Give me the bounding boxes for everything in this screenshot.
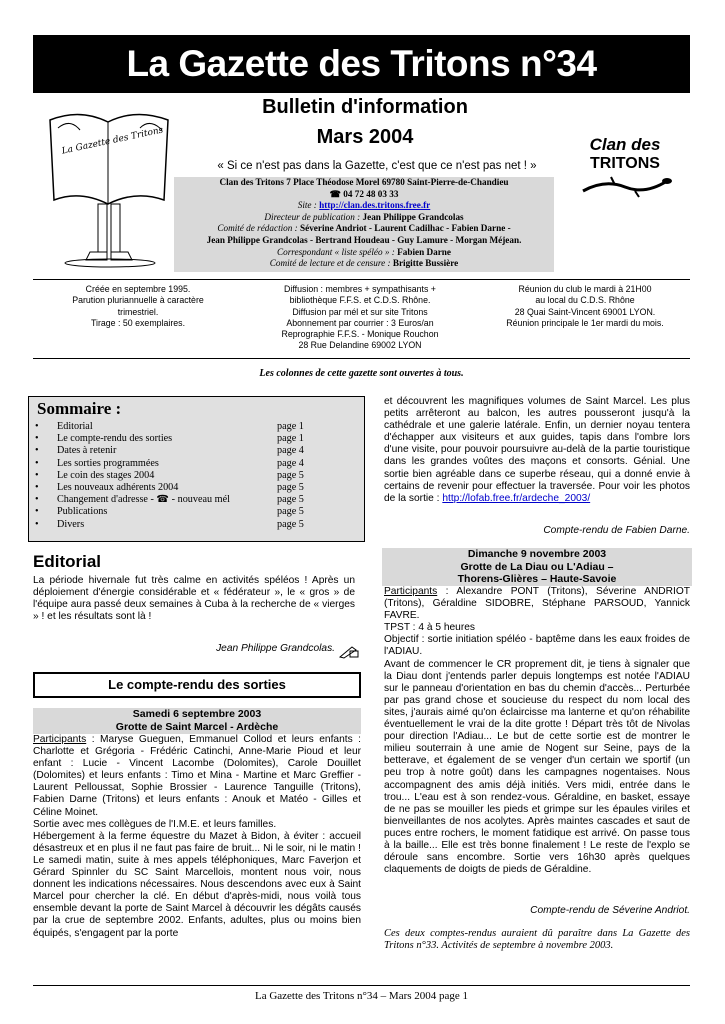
participants-label: Participants (33, 734, 87, 745)
info-col-right (480, 284, 690, 329)
sortie1-text (33, 734, 361, 940)
col-right-line: 28 Quai Saint-Vincent 69001 LYON. (514, 306, 656, 317)
sortie2-place2: Thorens-Glières – Haute-Savoie (457, 573, 617, 585)
director: Jean Philippe Grandcolas (362, 211, 464, 222)
toc-item[interactable] (29, 482, 364, 494)
editorial-text: La période hivernale fut très calme en activités spéléos ! Après un déploiement d'énergie considérable et « fédérateur », le « gros » de l'équipe aura passé deux semaines à Cuba à la recherche de « vierges » ! et les résultats sont là ! (33, 575, 355, 623)
clan-logo-line2: TRITONS (590, 155, 660, 172)
bullet-icon: • (35, 518, 39, 530)
objectif: Objectif : sortie initiation spéléo - baptême dans les eaux froides de l'ADIAU. (384, 634, 690, 658)
sortie1-signature: Compte-rendu de Fabien Darne. (543, 525, 690, 536)
divider-mid (33, 358, 690, 359)
info-col-middle (250, 284, 470, 352)
toc-label: Dates à retenir (57, 445, 117, 457)
sortie2-place1: Grotte de La Diau ou L'Adiau – (460, 560, 614, 573)
address: Clan des Tritons 7 Place Théodose Morel 69780 Saint-Pierre-de-Chandieu (219, 177, 509, 187)
photos-link[interactable]: http://lofab.free.fr/ardeche_2003/ (442, 492, 591, 504)
newspaper-reader-logo (40, 100, 180, 275)
sortie2-signature: Compte-rendu de Séverine Andriot. (530, 905, 690, 916)
toc-item[interactable] (29, 433, 364, 445)
sortie2-text (384, 586, 690, 876)
compte-rendu-title: Le compte-rendu des sorties (33, 672, 361, 698)
tpst: TPST : 4 à 5 heures (384, 622, 475, 634)
toc-item[interactable] (29, 458, 364, 470)
participants-label: Participants (384, 586, 438, 597)
bullet-icon: • (35, 469, 39, 481)
toc-page: page 4 (277, 457, 304, 469)
table-of-contents (28, 396, 365, 542)
bullet-icon: • (35, 433, 39, 445)
sortie1-continued (384, 396, 690, 505)
toc-page: page 5 (277, 481, 304, 493)
participants: : Maryse Gueguen, Emmanuel Collod et leurs enfants : Charlotte et Grégoria - Frédéric Catinchi, Anne-Marie Pioud et leur enfant : Lucie - Vincent Lacombe (Dolomites), Carole Douillet (Dolomites) et leurs enfants : Timo et Mina - Martine et Marc Greffier - Laurent Pelloussat, Sophie Brossier - Laurence Tanguille (Tritons), Fabien Darne (Tritons) et leurs enfants : Anouk et Matéo - Gilles et Céline Moinet. (33, 734, 361, 818)
bullet-icon: • (35, 421, 39, 432)
col-left-line: trimestriel. (117, 306, 159, 317)
lecture: Brigitte Bussière (392, 258, 459, 269)
page-footer: La Gazette des Tritons n°34 – Mars 2004 page 1 (254, 990, 469, 1002)
toc-item[interactable] (29, 519, 364, 531)
bullet-icon: • (35, 445, 39, 457)
writing-hand-icon (338, 645, 360, 659)
toc-page: page 5 (277, 518, 304, 530)
toc-label: Changement d'adresse - ☎ - nouveau mél (57, 494, 230, 506)
open-columns-note: Les colonnes de cette gazette sont ouvertes à tous. (259, 368, 464, 379)
toc-label: Le compte-rendu des sorties (57, 433, 173, 445)
bullet-icon: • (35, 457, 39, 469)
sortie2-body: Avant de commencer le CR proprement dit, je tiens à signaler que la Diau dont j'entends parler depuis longtemps est notée l'ADIAU sur le panneau d'orientation en bas du chemin d'accès... Perturbée par pas grand chose et soucieuse du respect du nom local des sites, j'aurais aimé qu'on éclaircisse ma lanterne et qu'on réhabilite éventuellement le vrai de la dite grotte ! Départ très tôt de Nivolas pour direction l'Adiau... Le but de cette sortie est de montrer le milieu souterrain à une amie de Nogent sur Seine, pays de la betterave, et également de se venger d'un certain we sportif (un peu trop à notre goût) dans les campagnes nogentaises. Nous accompagnent des amis déjà initiés. Vers midi, entrée dans le trou... L'eau est à son rendez-vous. Géraldine, en basket, essaye de ne pas se mouiller les pieds et grimpe sur les épaules viriles et bienveillantes de nos acolytes. Après maintes cascades et saut de puces entre rochers, le moment fatidique est arrivé. On passe tous à la baille... Elle est très bonne finalement ! Le reste de l'explo se déroule sans encombre. Sortie vers 16h30 après quelques claquements de doigts de pieds de Géraldine. (384, 658, 690, 876)
clan-logo-line1: Clan des (589, 135, 661, 154)
gazette-motto: « Si ce n'est pas dans la Gazette, c'est que ce n'est pas net ! » (217, 160, 537, 172)
col-mid-line: bibliothèque F.F.S. et C.D.S. Rhône. (289, 295, 431, 306)
comite-line2: Jean Philippe Grandcolas - Bertrand Houdeau - Guy Lamure - Morgan Méjean. (206, 234, 522, 245)
note-italic: Ces deux comptes-rendus auraient dû paraître dans La Gazette des Tritons n°33. Activités de septembre à novembre 2003. (384, 928, 690, 951)
sortie1-header (33, 708, 361, 734)
issue-date: Mars 2004 (316, 126, 414, 148)
sortie2-date: Dimanche 9 novembre 2003 (467, 548, 607, 560)
sortie1-p2: Hébergement à la ferme équestre du Mazet à Bidon, à éviter : accueil désastreux et en plus il ne faut pas faire de bruit... Ni le soir, ni le matin ! Le samedi matin, suite à mes appels téléphoniques, Marc Faverjon et Gérard Spinnler du SC Saint Marcellois, montent nous voir, nous donnent les indications nécessaires. Nous descendons avec eux à Saint Marcel pour chercher la clé. En début d'après-midi, nous voilà tous ensemble devant la porte de Saint Marcel à découvrir les dégâts causés par la crue de septembre 2002. Enfants, adultes, plus ou moins bien équipés, s'engagent par la porte (33, 830, 361, 939)
toc-label: Les sorties programmées (57, 457, 159, 469)
toc-page: page 5 (277, 469, 304, 481)
sortie1-place: Grotte de Saint Marcel - Ardèche (115, 720, 279, 733)
toc-label: Editorial (57, 421, 93, 432)
toc-item[interactable] (29, 506, 364, 518)
col-left-line: Parution pluriannuelle à caractère (72, 295, 204, 306)
site-link[interactable]: http://clan.des.tritons.free.fr (319, 200, 431, 211)
publication-info (174, 177, 554, 272)
lecture-label: Comité de lecture et de censure : (269, 258, 393, 269)
toc-label: Publications (57, 506, 108, 518)
toc-label: Divers (57, 518, 85, 530)
sortie1-date: Samedi 6 septembre 2003 (132, 708, 262, 720)
clan-logo (570, 135, 680, 204)
col-right-line: au local du C.D.S. Rhône (535, 295, 635, 306)
bulletin-subtitle: Bulletin d'information (262, 96, 468, 118)
editorial-signature: Jean Philippe Grandcolas. (216, 643, 335, 654)
col-right-line: Réunion du club le mardi à 21H00 (518, 284, 652, 294)
gazette-title: La Gazette des Tritons n°34 (33, 35, 690, 93)
toc-label: Les nouveaux adhérents 2004 (57, 481, 179, 493)
footer-line (33, 985, 690, 986)
col-mid-line: Abonnement par courrier : 3 Euros/an (286, 317, 434, 328)
col-left-line: Créée en septembre 1995. (85, 284, 191, 294)
toc-label: Le coin des stages 2004 (57, 469, 155, 481)
bullet-icon: • (35, 481, 39, 493)
toc-page: page 5 (277, 506, 304, 518)
bullet-icon: • (35, 494, 39, 506)
sortie1-p1: Sortie avec mes collègues de l'I.M.E. et leurs familles. (33, 818, 277, 830)
editorial-title: Editorial (33, 552, 102, 571)
logo-text-left: La Gazette des Tritons (60, 125, 165, 157)
director-label: Directeur de publication : (264, 211, 363, 222)
site-label: Site : (297, 200, 320, 211)
divider-top (33, 279, 690, 280)
comite-line1: Séverine Andriot - Laurent Cadilhac - Fabien Darne - (300, 223, 511, 234)
toc-item[interactable] (29, 494, 364, 506)
bullet-icon: • (35, 506, 39, 518)
col-mid-line: Diffusion par mél et sur site Tritons (292, 306, 428, 317)
info-col-left (33, 284, 243, 329)
toc-item[interactable] (29, 421, 364, 433)
salamander-icon (575, 173, 675, 199)
toc-item[interactable] (29, 470, 364, 482)
participants: : Alexandre PONT (Tritons), Séverine ANDRIOT (Tritons), Géraldine SIDOBRE, Stéphane PARSOUD, Yannick FAVRE. (384, 586, 690, 622)
toc-page: page 5 (277, 494, 304, 506)
col-right-line: Réunion principale le 1er mardi du mois. (506, 317, 664, 328)
sortie1-p3: et découvrent les magnifiques volumes de Saint Marcel. Les plus petits arrêteront au balcon, les autres pousseront jusqu'à la cathédrale et une galerie latérale. Enfin, un dernier noyau tentera d'échapper aux visiteurs et aux guides, tapis dans l'ombre lors d'une visite, pour pouvoir poursuivre au-delà de la partie touristique dans les grandes voûtes des maçons et consorts. Génial. Une sortie bien agréable dans ce superbe réseau, qui a donné envie à certains de revenir pour effectuer la traversée. Pour voir les photos de la sortie : (384, 396, 690, 504)
col-left-line: Tirage : 50 exemplaires. (90, 317, 186, 328)
sommaire-title: Sommaire : (37, 399, 122, 418)
corr-label: Correspondant « liste spéléo » : (277, 246, 398, 257)
phone: ☎ 04 72 48 03 33 (329, 188, 399, 199)
toc-page: page 1 (277, 433, 304, 445)
sortie2-header (382, 548, 692, 586)
col-mid-line: 28 Rue Delandine 69002 LYON (298, 340, 422, 351)
col-mid-line: Diffusion : membres + sympathisants + (284, 284, 436, 294)
toc-page: page 4 (277, 445, 304, 457)
correspondant: Fabien Darne (397, 246, 451, 257)
toc-item[interactable] (29, 445, 364, 457)
toc-page: page 1 (277, 421, 304, 432)
col-mid-line: Reprographie F.F.S. - Monique Rouchon (281, 329, 439, 340)
comite-label: Comité de rédaction : (217, 223, 301, 234)
